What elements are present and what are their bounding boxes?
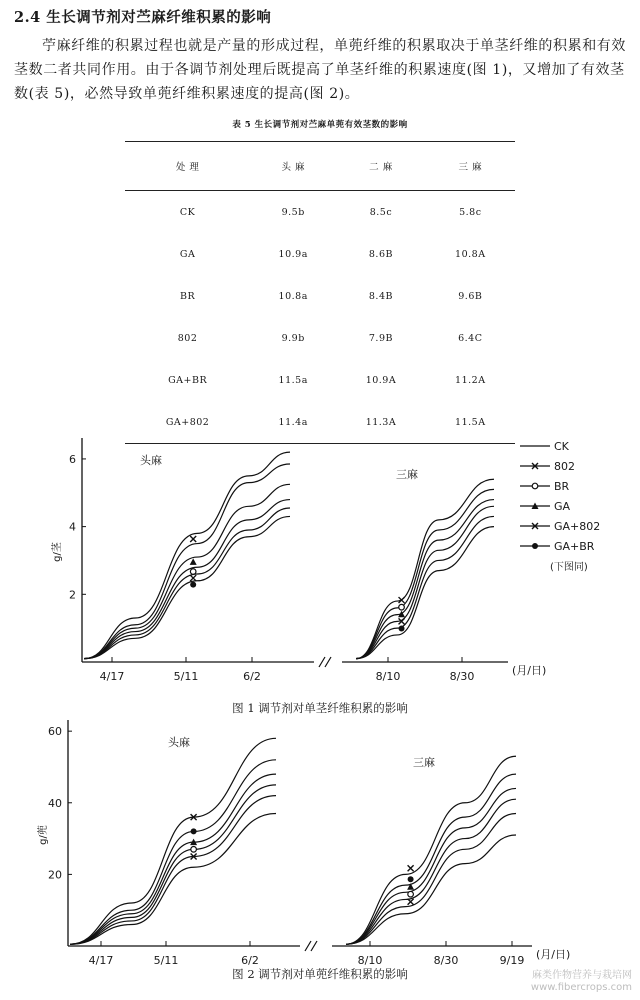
legend-note: (下图同) xyxy=(550,562,588,573)
table-cell: 8.5c xyxy=(369,206,393,218)
x-tick-label: 6/2 xyxy=(241,954,259,967)
legend-marker-br xyxy=(532,483,538,489)
table-row xyxy=(125,275,515,317)
x-tick-label: 8/30 xyxy=(433,954,459,967)
x-tick-label: 8/30 xyxy=(449,670,475,683)
table-cell: 8.6B xyxy=(368,248,393,260)
y-tick-label: 20 xyxy=(48,868,62,882)
table-header-row xyxy=(125,142,515,191)
legend-label: GA+BR xyxy=(554,540,595,553)
table-row xyxy=(125,359,515,401)
watermark-line: 麻类作物营养与栽培网 xyxy=(532,970,632,981)
series-line-ck xyxy=(84,464,290,659)
panel-label: 三麻 xyxy=(396,468,418,481)
series-line-ga-plus-br xyxy=(70,760,276,944)
x-tick-label: 6/2 xyxy=(243,670,261,683)
table-cell: 7.9B xyxy=(368,332,393,344)
series-line-ga-plus-802 xyxy=(84,452,290,658)
x-tick-label: 5/11 xyxy=(153,954,179,967)
series-marker-br xyxy=(191,847,197,853)
table-cell: 10.8A xyxy=(455,248,486,260)
legend-label: GA+802 xyxy=(554,520,601,533)
table-row xyxy=(125,233,515,275)
figure-2-chart xyxy=(0,714,640,988)
table-cell: 10.9a xyxy=(278,248,308,260)
table-cell: 6.4C xyxy=(458,332,483,344)
table-cell: GA xyxy=(179,248,196,260)
table5 xyxy=(125,141,515,444)
series-line-ga xyxy=(84,484,290,658)
legend-label: CK xyxy=(554,440,569,453)
table-row xyxy=(125,317,515,359)
axis-break-mark xyxy=(319,657,331,667)
figure-caption: 图 2 调节剂对单蔸纤维积累的影响 xyxy=(232,967,408,981)
legend-label: BR xyxy=(554,480,570,493)
table-cell: BR xyxy=(180,290,196,302)
table-cell: 11.3A xyxy=(336,401,425,444)
series-line-br xyxy=(70,785,276,944)
x-tick-label: 4/17 xyxy=(99,670,125,683)
table-header-cell: 三 麻 xyxy=(426,142,515,191)
x-tick-label: 4/17 xyxy=(88,954,114,967)
y-axis-label: g/茎 xyxy=(52,542,63,562)
panel-label: 三麻 xyxy=(413,756,435,769)
series-marker-ga-plus-802 xyxy=(408,865,414,871)
legend-label: GA xyxy=(554,500,571,513)
series-marker-br xyxy=(399,604,405,610)
x-tick-label: 8/10 xyxy=(357,954,383,967)
table5-caption: 表 5 生长调节剂对苎麻单蔸有效茎数的影响 xyxy=(232,120,408,130)
series-marker-ga-plus-br xyxy=(408,876,414,882)
y-tick-label: 60 xyxy=(48,725,62,739)
y-tick-label: 4 xyxy=(69,520,76,534)
series-marker-ga-plus-br xyxy=(191,828,197,834)
series-marker-br xyxy=(190,569,196,575)
table-cell: 10.9A xyxy=(365,374,397,386)
series-marker-802 xyxy=(399,597,405,603)
y-tick-label: 40 xyxy=(48,796,62,810)
table-header-cell: 二 麻 xyxy=(336,142,425,191)
series-marker-ga xyxy=(407,883,414,890)
series-marker-ga-plus-802 xyxy=(190,536,196,542)
panel-label: 头麻 xyxy=(168,736,190,749)
x-unit-label: (月/日) xyxy=(536,948,571,961)
table-cell: 9.5b xyxy=(281,206,305,218)
watermark xyxy=(531,970,632,994)
legend-label: 802 xyxy=(554,460,575,473)
series-marker-802 xyxy=(190,575,196,581)
x-unit-label: (月/日) xyxy=(512,664,547,677)
series-marker-ga-plus-br xyxy=(190,582,196,588)
series-line-ga-plus-802 xyxy=(70,738,276,944)
series-marker-802 xyxy=(408,899,414,905)
y-axis-label: g/蔸 xyxy=(38,825,49,845)
table-cell: 11.5a xyxy=(278,374,308,386)
series-marker-ga xyxy=(190,558,197,565)
x-tick-label: 5/11 xyxy=(173,670,199,683)
panel-label: 头麻 xyxy=(140,454,162,467)
series-marker-br xyxy=(408,891,414,897)
axis-break-mark xyxy=(305,941,317,951)
series-line-ga xyxy=(346,788,516,944)
y-tick-label: 2 xyxy=(69,588,76,602)
table-cell: GA+802 xyxy=(125,401,250,444)
series-line-ga xyxy=(70,774,276,944)
table-cell: CK xyxy=(179,206,196,218)
x-tick-label: 8/10 xyxy=(375,670,401,683)
table-cell: 9.9b xyxy=(281,332,305,344)
watermark-line: www.fibercrops.com xyxy=(530,982,632,993)
legend-marker-ga-plus-br xyxy=(532,543,538,549)
y-tick-label: 6 xyxy=(69,452,76,466)
table-cell: 8.4B xyxy=(368,290,393,302)
table-cell: 5.8c xyxy=(459,206,482,218)
table-cell: GA+BR xyxy=(168,374,208,386)
paragraph-text: 苧麻纤维的积累过程也就是产量的形成过程，单蔸纤维的积累取决于单茎纤维的积累和有效茎数二者共同作用。由于各调节剂处理后既提高了单茎纤维的积累速度(图 1)，又增加了有效茎数(表 5)，必然导致单蔸纤维积累速度的提高(图 2)。 xyxy=(14,38,626,102)
table-cell: 802 xyxy=(177,332,198,344)
series-marker-ga-plus-br xyxy=(399,625,405,631)
table-header-cell: 处 理 xyxy=(125,142,250,191)
section-heading: 2.4 生长调节剂对苎麻纤维积累的影响 xyxy=(14,9,272,26)
table-cell: 10.8a xyxy=(278,290,308,302)
table-cell: 11.2A xyxy=(455,374,486,386)
table-cell: 11.4a xyxy=(250,401,336,444)
series-line-802 xyxy=(70,796,276,945)
table-cell: 11.5A xyxy=(426,401,515,444)
table-row xyxy=(125,191,515,234)
figure-1-chart xyxy=(0,428,640,720)
table-header-cell: 头 麻 xyxy=(250,142,336,191)
table-cell: 9.6B xyxy=(458,290,483,302)
x-tick-label: 9/19 xyxy=(499,954,525,967)
body-paragraph xyxy=(14,34,628,106)
figure-caption: 图 1 调节剂对单茎纤维积累的影响 xyxy=(232,701,408,715)
